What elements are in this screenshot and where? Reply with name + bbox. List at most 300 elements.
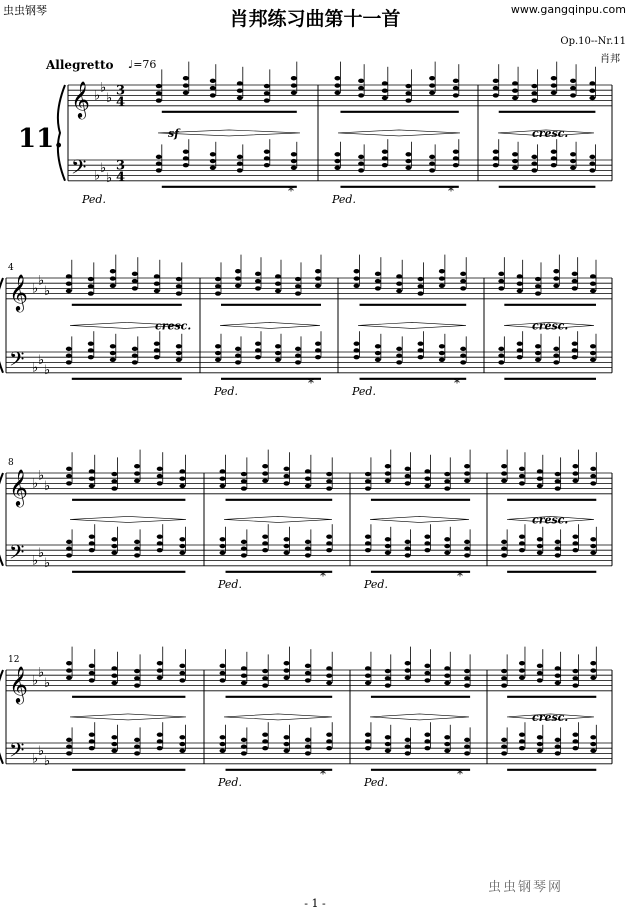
notehead [179, 735, 185, 739]
notehead [405, 744, 411, 748]
notehead [255, 286, 261, 290]
notehead [424, 477, 430, 481]
notehead [405, 751, 411, 755]
notehead [154, 348, 160, 352]
notehead [295, 360, 301, 364]
notehead [326, 479, 332, 483]
notehead [553, 276, 559, 280]
notehead [572, 746, 578, 750]
notehead [237, 96, 243, 100]
notehead [501, 669, 507, 673]
notehead [365, 472, 371, 476]
notehead [255, 348, 261, 352]
flat-icon: ♭ [38, 743, 45, 759]
notehead [179, 678, 185, 682]
notehead [385, 735, 391, 739]
notehead [493, 79, 499, 83]
notehead [519, 746, 525, 750]
notehead [460, 279, 466, 283]
notehead [365, 548, 371, 552]
notehead [220, 477, 226, 481]
flat-icon: ♭ [38, 273, 45, 289]
notehead [111, 681, 117, 685]
notehead [262, 464, 268, 468]
bass-clef-icon: 𝄢 [71, 155, 87, 184]
notehead [553, 284, 559, 288]
notehead [134, 464, 140, 468]
notehead [572, 272, 578, 276]
flat-icon: ♭ [32, 553, 39, 569]
flat-icon: ♭ [32, 360, 39, 376]
notehead [555, 540, 561, 544]
dynamic-marking: cresc. [532, 319, 569, 333]
notehead [220, 742, 226, 746]
notehead [210, 152, 216, 156]
pedal-marking: Ped. [218, 577, 242, 591]
notehead [111, 479, 117, 483]
notehead [179, 664, 185, 668]
notehead [537, 469, 543, 473]
notehead [396, 289, 402, 293]
site-url: www.gangqinpu.com [510, 3, 626, 16]
notehead [179, 551, 185, 555]
measure-number: 4 [8, 263, 14, 273]
notehead [220, 537, 226, 541]
notehead [382, 156, 388, 160]
notehead [460, 347, 466, 351]
notehead [385, 669, 391, 673]
flat-icon: ♭ [94, 88, 101, 104]
notehead [555, 553, 561, 557]
notehead [537, 671, 543, 675]
notehead [460, 286, 466, 290]
notehead [111, 486, 117, 490]
notehead [134, 738, 140, 742]
notehead [464, 676, 470, 680]
notehead [305, 744, 311, 748]
notehead [493, 86, 499, 90]
notehead [89, 732, 95, 736]
notehead [89, 739, 95, 743]
notehead [429, 168, 435, 172]
notehead [464, 540, 470, 544]
notehead [501, 751, 507, 755]
notehead [498, 360, 504, 364]
notehead [262, 732, 268, 736]
notehead [375, 351, 381, 355]
flat-icon: ♭ [44, 676, 51, 691]
notehead [334, 152, 340, 156]
pedal-release-marking: * [448, 183, 454, 198]
notehead [444, 742, 450, 746]
notehead [305, 546, 311, 550]
notehead [157, 474, 163, 478]
notehead [590, 289, 596, 293]
notehead [589, 81, 595, 85]
notehead [519, 474, 525, 478]
notehead [519, 541, 525, 545]
notehead [460, 272, 466, 276]
notehead [154, 355, 160, 359]
notehead [439, 351, 445, 355]
notehead [134, 669, 140, 673]
notehead [358, 86, 364, 90]
notehead [385, 551, 391, 555]
notehead [156, 161, 162, 165]
notehead [134, 744, 140, 748]
hairpin [158, 130, 300, 136]
hairpin [224, 516, 332, 522]
notehead [111, 749, 117, 753]
notehead [572, 669, 578, 673]
notehead [66, 353, 72, 357]
notehead [464, 479, 470, 483]
notehead [464, 464, 470, 468]
notehead [555, 744, 561, 748]
notehead [519, 668, 525, 672]
notehead [460, 353, 466, 357]
notehead [220, 551, 226, 555]
notehead [439, 269, 445, 273]
notehead [220, 749, 226, 753]
notehead [365, 666, 371, 670]
notehead [334, 159, 340, 163]
flat-icon: ♭ [32, 751, 39, 767]
notehead [570, 159, 576, 163]
notehead [305, 477, 311, 481]
notehead [444, 674, 450, 678]
notehead [535, 351, 541, 355]
notehead [551, 83, 557, 87]
notehead [210, 86, 216, 90]
notehead [385, 544, 391, 548]
notehead [453, 86, 459, 90]
notehead [305, 671, 311, 675]
notehead [66, 738, 72, 742]
treble-clef-icon: 𝄞 [9, 664, 28, 703]
notehead [375, 358, 381, 362]
notehead [315, 284, 321, 288]
notehead [405, 91, 411, 95]
notehead [590, 668, 596, 672]
brace [58, 85, 65, 181]
notehead [553, 360, 559, 364]
notehead [110, 269, 116, 273]
notehead [157, 668, 163, 672]
notehead [555, 486, 561, 490]
notehead [275, 358, 281, 362]
pedal-marking: Ped. [352, 384, 376, 398]
notehead [519, 467, 525, 471]
notehead [132, 360, 138, 364]
flat-icon: ♭ [32, 281, 39, 297]
notehead [326, 674, 332, 678]
pedal-release-marking: * [457, 766, 463, 781]
notehead [444, 666, 450, 670]
notehead [519, 676, 525, 680]
time-signature: 4 [116, 169, 126, 185]
notehead [66, 751, 72, 755]
notehead [134, 471, 140, 475]
notehead [531, 91, 537, 95]
notehead [537, 664, 543, 668]
notehead [590, 676, 596, 680]
page-title: 肖邦练习曲第十一首 [229, 8, 401, 30]
notehead [315, 355, 321, 359]
notehead [590, 344, 596, 348]
notehead [570, 86, 576, 90]
tempo-marking: Allegretto [46, 58, 114, 72]
notehead [405, 481, 411, 485]
notehead [284, 467, 290, 471]
notehead [589, 89, 595, 93]
notehead [326, 534, 332, 538]
notehead [156, 98, 162, 102]
notehead [215, 291, 221, 295]
notehead [326, 548, 332, 552]
notehead [132, 286, 138, 290]
notehead [264, 156, 270, 160]
notehead [464, 546, 470, 550]
notehead [493, 156, 499, 160]
pedal-marking: Ped. [214, 384, 238, 398]
pedal-release-marking: * [320, 766, 326, 781]
brace [0, 670, 3, 764]
notehead [134, 546, 140, 550]
notehead [405, 474, 411, 478]
notehead [154, 282, 160, 286]
notehead [237, 161, 243, 165]
notehead [262, 683, 268, 687]
notehead [572, 471, 578, 475]
notehead [444, 681, 450, 685]
notehead [179, 484, 185, 488]
notehead [396, 274, 402, 278]
notehead [444, 486, 450, 490]
notehead [493, 163, 499, 167]
notehead [284, 668, 290, 672]
notehead [235, 269, 241, 273]
notehead [315, 269, 321, 273]
notehead [241, 681, 247, 685]
pedal-release-marking: * [454, 375, 460, 390]
notehead [295, 284, 301, 288]
notehead [396, 353, 402, 357]
dynamic-marking: cresc. [532, 126, 569, 140]
notehead [405, 98, 411, 102]
notehead [418, 284, 424, 288]
pedal-marking: Ped. [364, 775, 388, 789]
notehead [157, 746, 163, 750]
notehead [375, 279, 381, 283]
notehead [241, 479, 247, 483]
notehead [517, 289, 523, 293]
notehead [262, 746, 268, 750]
notehead [405, 166, 411, 170]
notehead [590, 551, 596, 555]
notehead [535, 344, 541, 348]
notehead [572, 348, 578, 352]
notehead [88, 348, 94, 352]
notehead [235, 360, 241, 364]
notehead [405, 738, 411, 742]
notehead [382, 96, 388, 100]
notehead [365, 534, 371, 538]
notehead [111, 674, 117, 678]
notehead [111, 537, 117, 541]
notehead [590, 481, 596, 485]
notehead [291, 152, 297, 156]
notehead [305, 553, 311, 557]
notehead [284, 551, 290, 555]
notehead [354, 341, 360, 345]
notehead [396, 347, 402, 351]
notehead [429, 155, 435, 159]
notehead [590, 735, 596, 739]
notehead [284, 544, 290, 548]
hairpin [220, 322, 320, 328]
notehead [88, 355, 94, 359]
flat-icon: ♭ [100, 160, 107, 176]
notehead [220, 544, 226, 548]
notehead [551, 76, 557, 80]
notehead [358, 155, 364, 159]
notehead [220, 678, 226, 682]
notehead [326, 541, 332, 545]
flat-icon: ♭ [106, 171, 113, 187]
notehead [444, 551, 450, 555]
notehead [66, 481, 72, 485]
notehead [555, 666, 561, 670]
notehead [241, 751, 247, 755]
notehead [439, 344, 445, 348]
notehead [134, 676, 140, 680]
notehead [517, 274, 523, 278]
notehead [275, 274, 281, 278]
notehead [424, 469, 430, 473]
notehead [305, 469, 311, 473]
notehead [110, 284, 116, 288]
notehead [262, 541, 268, 545]
notehead [365, 739, 371, 743]
notehead [284, 749, 290, 753]
notehead [519, 661, 525, 665]
notehead [572, 732, 578, 736]
notehead [555, 472, 561, 476]
notehead [464, 553, 470, 557]
notehead [453, 156, 459, 160]
notehead [156, 155, 162, 159]
flat-icon: ♭ [44, 363, 51, 379]
notehead [89, 534, 95, 538]
notehead [235, 347, 241, 351]
notehead [572, 479, 578, 483]
notehead [255, 341, 261, 345]
notehead [89, 477, 95, 481]
notehead [572, 355, 578, 359]
notehead [220, 735, 226, 739]
notehead [365, 746, 371, 750]
notehead [424, 732, 430, 736]
notehead [237, 89, 243, 93]
notehead [157, 732, 163, 736]
notehead [493, 93, 499, 97]
notehead [89, 671, 95, 675]
notehead [215, 344, 221, 348]
notehead [590, 742, 596, 746]
notehead [512, 96, 518, 100]
notehead [157, 481, 163, 485]
notehead [235, 353, 241, 357]
notehead [570, 79, 576, 83]
notehead [241, 744, 247, 748]
notehead [444, 749, 450, 753]
treble-clef-icon: 𝄞 [71, 79, 90, 118]
notehead [132, 279, 138, 283]
notehead [365, 486, 371, 490]
notehead [284, 481, 290, 485]
notehead [220, 484, 226, 488]
opus-number: Op.10--Nr.11 [560, 36, 626, 47]
notehead [179, 469, 185, 473]
flat-icon: ♭ [100, 80, 107, 96]
notehead [157, 676, 163, 680]
hairpin [370, 516, 469, 522]
flat-icon: ♭ [44, 754, 51, 770]
notehead [284, 474, 290, 478]
notehead [405, 84, 411, 88]
notehead [537, 551, 543, 555]
notehead [424, 739, 430, 743]
notehead [154, 341, 160, 345]
notehead [519, 481, 525, 485]
notehead [424, 671, 430, 675]
brace [0, 473, 3, 566]
notehead [501, 540, 507, 544]
notehead [429, 83, 435, 87]
notehead [215, 284, 221, 288]
notehead [179, 537, 185, 541]
notehead [464, 683, 470, 687]
hairpin [224, 714, 332, 720]
notehead [315, 341, 321, 345]
notehead [589, 161, 595, 165]
notehead [405, 553, 411, 557]
notehead [405, 668, 411, 672]
notehead [551, 91, 557, 95]
notehead [179, 477, 185, 481]
notehead [215, 351, 221, 355]
notehead [110, 276, 116, 280]
notehead [405, 661, 411, 665]
notehead [453, 79, 459, 83]
notehead [262, 471, 268, 475]
notehead [157, 541, 163, 545]
notehead [237, 155, 243, 159]
pedal-release-marking: * [288, 183, 294, 198]
notehead [531, 84, 537, 88]
dynamic-marking: cresc. [532, 710, 569, 724]
pedal-release-marking: * [457, 568, 463, 583]
notehead [365, 732, 371, 736]
notehead [66, 744, 72, 748]
notehead [517, 355, 523, 359]
bass-clef-icon: 𝄢 [9, 738, 25, 767]
notehead [385, 471, 391, 475]
hairpin [370, 714, 469, 720]
notehead [157, 467, 163, 471]
notehead [264, 149, 270, 153]
